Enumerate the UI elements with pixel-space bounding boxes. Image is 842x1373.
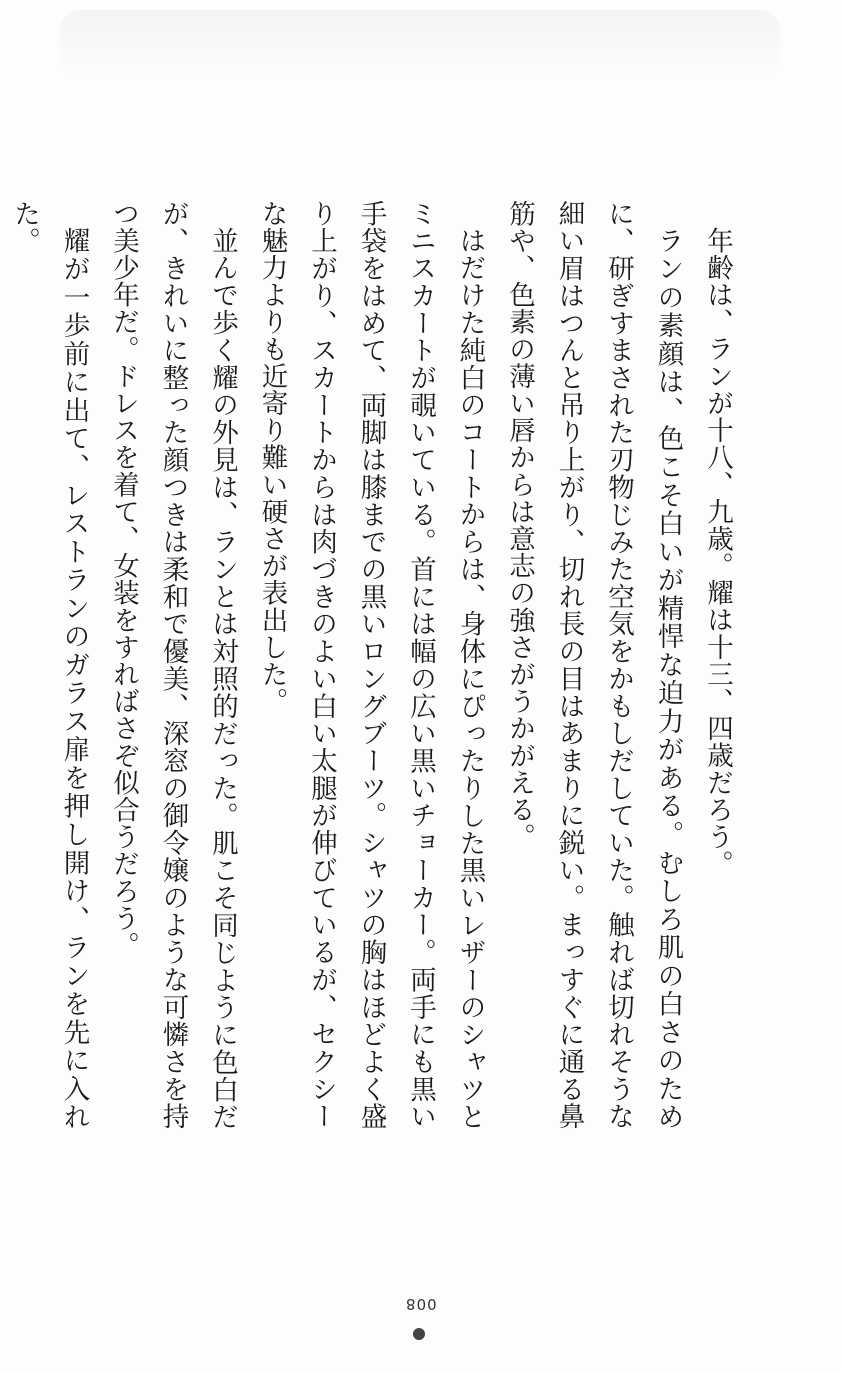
page-dot-icon	[413, 1328, 425, 1340]
paragraph-2: ランの素顔は、色こそ白いが精悍な迫力がある。むしろ肌の白さのために、研ぎすまされた刃物じみた空気をかもしだしていた。触れば切れそうな細い眉はつんと吊り上がり、切れ長の目はあまりに鋭い。まっすぐに通る鼻筋や、色素の薄い唇からは意志の強さがうかがえる。	[504, 200, 684, 1130]
folio	[0, 1294, 842, 1313]
paragraph-3: はだけた純白のコートからは、身体にぴったりした黒いレザーのシャツとミニスカートが覗いている。首には幅の広い黒いチョーカー。両手にも黒い手袋をはめて、両脚は膝までの黒いロングブーツ。シャツの胸はほどよく盛り上がり、スカートからは肉づきのよい白い太腿が伸びているが、セクシーな魅力よりも近寄り難い硬さが表出した。	[256, 200, 486, 1130]
paragraph-5: 耀が一歩前に出て、レストランのガラス扉を押し開け、ランを先に入れた。	[9, 200, 90, 1130]
paragraph-4: 並んで歩く耀の外見は、ランとは対照的だった。肌こそ同じように色白だが、きれいに整った顔つきは柔和で優美、深窓の御令嬢のような可憐さを持つ美少年だ。ドレスを着て、女装をすればさぞ似合うだろう。	[108, 200, 238, 1130]
page-number: 008	[405, 1295, 437, 1313]
show-through-smudge	[60, 10, 780, 80]
paragraph-1: 年齢は、ランが十八、九歳。耀は十三、四歳だろう。	[702, 226, 733, 877]
vertical-text-body	[9, 200, 742, 1130]
